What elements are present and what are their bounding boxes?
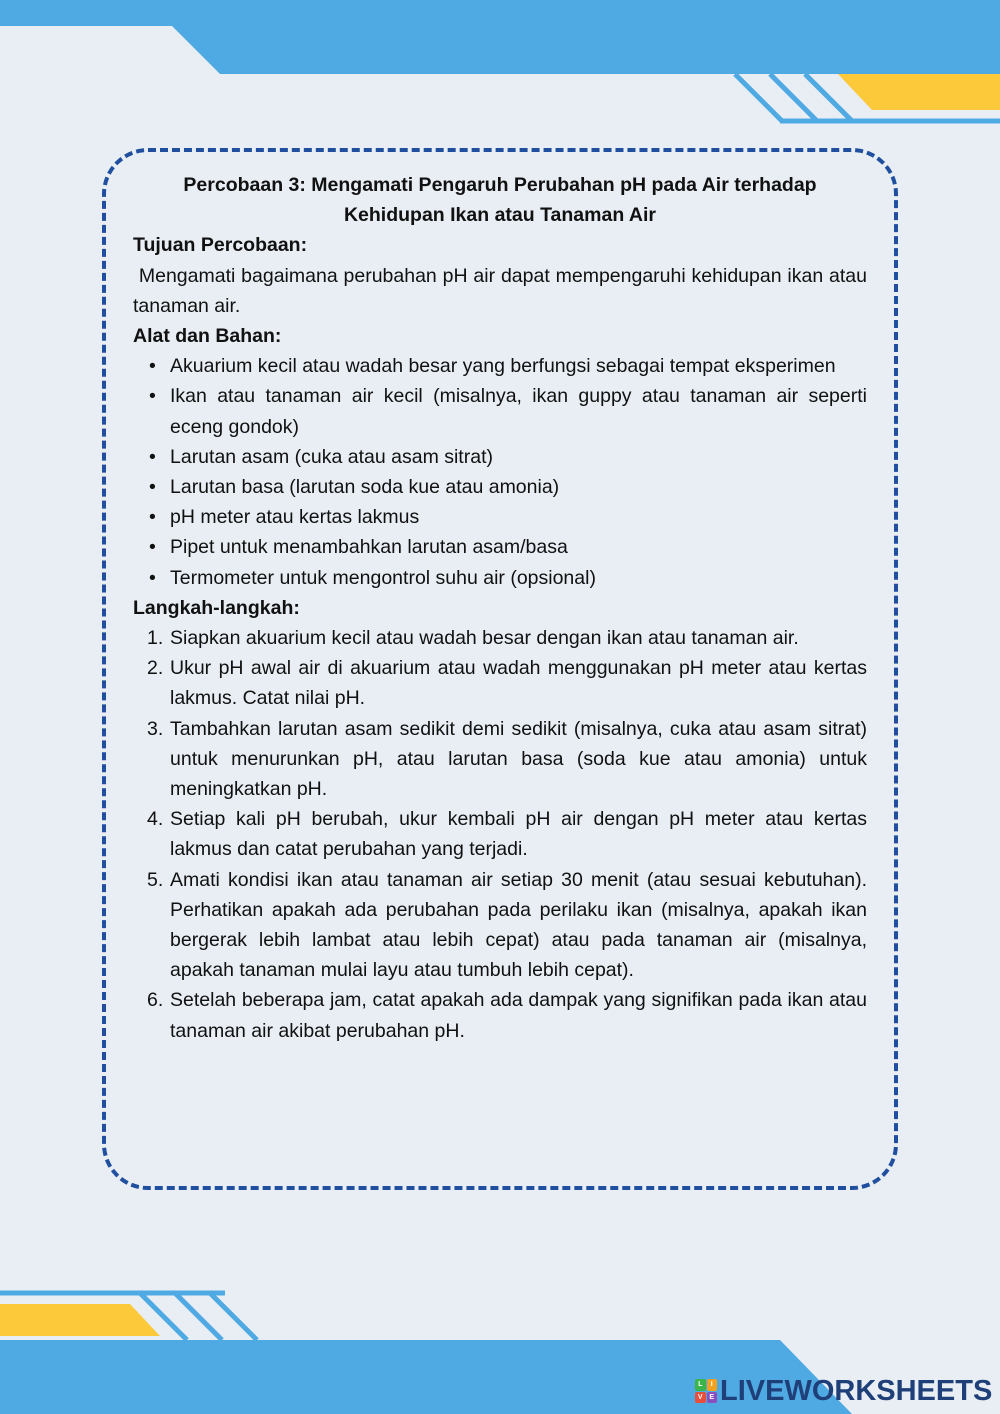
list-item: • Pipet untuk menambahkan larutan asam/basa bbox=[133, 532, 867, 562]
page-title: Percobaan 3: Mengamati Pengaruh Perubahan pH pada Air terhadap Kehidupan Ikan atau Tanaman Air bbox=[183, 174, 817, 227]
list-item: • pH meter atau kertas lakmus bbox=[133, 502, 867, 532]
step-item: 5. Amati kondisi ikan atau tanaman air setiap 30 menit (atau sesuai kebutuhan). Perhatikan apakah ada perubahan pada perilaku ikan (misalnya, apakah ikan bergerak lebih lambat atau lebih cepat) atau pada tanaman air (misalnya, apakah tanaman mulai layu atau tumbuh lebih cepat). bbox=[133, 865, 867, 986]
top-yellow-accent bbox=[838, 74, 1000, 110]
liveworksheets-logo[interactable] bbox=[695, 1374, 992, 1408]
tujuan-text: Mengamati bagaimana perubahan pH air dapat mempengaruhi kehidupan ikan atau tanaman air. bbox=[133, 264, 867, 317]
langkah-list bbox=[133, 623, 867, 1046]
list-item: • Larutan basa (larutan soda kue atau amonia) bbox=[133, 472, 867, 502]
list-item: • Larutan asam (cuka atau asam sitrat) bbox=[133, 442, 867, 472]
bullet-icon: • bbox=[149, 476, 156, 499]
step-item: 6. Setelah beberapa jam, catat apakah ada dampak yang signifikan pada ikan atau tanaman air akibat perubahan pH. bbox=[133, 985, 867, 1045]
bullet-icon: • bbox=[149, 355, 156, 378]
logo-text: LIVEWORKSHEETS bbox=[720, 1374, 993, 1407]
list-item: • Akuarium kecil atau wadah besar yang berfungsi sebagai tempat eksperimen bbox=[133, 351, 867, 381]
alat-heading: Alat dan Bahan: bbox=[133, 325, 282, 348]
langkah-heading: Langkah-langkah: bbox=[133, 596, 300, 619]
bullet-icon: • bbox=[149, 536, 156, 559]
step-number: 3. bbox=[147, 717, 164, 740]
step-item: 3. Tambahkan larutan asam sedikit demi sedikit (misalnya, cuka atau asam sitrat) untuk menurunkan pH, atau larutan basa (soda kue atau amonia) untuk meningkatkan pH. bbox=[133, 714, 867, 805]
liveworksheets-logo-icon: L I V E bbox=[695, 1379, 717, 1403]
bullet-icon: • bbox=[149, 385, 156, 408]
top-blue-band bbox=[0, 0, 1000, 74]
alat-list bbox=[133, 351, 867, 593]
step-item: 4. Setiap kali pH berubah, ukur kembali pH air dengan pH meter atau kertas lakmus dan catat perubahan yang terjadi. bbox=[133, 804, 867, 864]
step-number: 2. bbox=[147, 657, 164, 680]
bullet-icon: • bbox=[149, 445, 156, 468]
bullet-icon: • bbox=[149, 506, 156, 529]
step-number: 5. bbox=[147, 868, 164, 891]
list-item: • Ikan atau tanaman air kecil (misalnya, ikan guppy atau tanaman air seperti eceng gondok) bbox=[133, 381, 867, 441]
bottom-yellow-accent bbox=[0, 1304, 160, 1336]
tujuan-heading: Tujuan Percobaan: bbox=[133, 234, 308, 257]
list-item: • Termometer untuk mengontrol suhu air (opsional) bbox=[133, 563, 867, 593]
worksheet-content bbox=[133, 170, 867, 1046]
step-number: 1. bbox=[147, 627, 164, 650]
step-number: 4. bbox=[147, 808, 164, 831]
step-item: 2. Ukur pH awal air di akuarium atau wadah menggunakan pH meter atau kertas lakmus. Catat nilai pH. bbox=[133, 653, 867, 713]
step-item: 1. Siapkan akuarium kecil atau wadah besar dengan ikan atau tanaman air. bbox=[133, 623, 867, 653]
step-number: 6. bbox=[147, 989, 164, 1012]
bullet-icon: • bbox=[149, 566, 156, 589]
